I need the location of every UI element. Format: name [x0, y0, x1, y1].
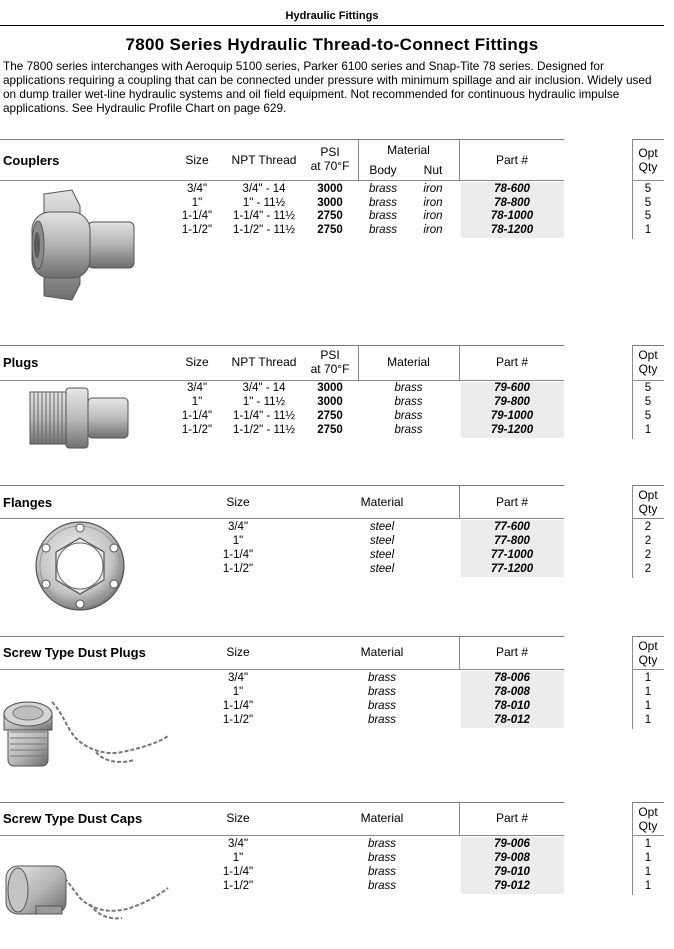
header-rule-qty [632, 835, 664, 836]
cell-part-number: 79-006 [494, 838, 530, 850]
cell-nut: iron [423, 210, 443, 222]
cell-material: brass [394, 424, 423, 436]
cell-nut: iron [423, 183, 443, 195]
cell-qty: 1 [644, 880, 652, 892]
cell-material: brass [367, 686, 397, 698]
cell-part-number: 78-600 [494, 183, 530, 195]
header-rule [0, 835, 564, 836]
header-rule [0, 180, 564, 181]
cell-part-number: 79-1000 [490, 410, 534, 422]
cell-material: steel [369, 521, 395, 533]
column-header-opt: Opt [638, 639, 658, 653]
cell-size: 3/4" [227, 838, 249, 850]
column-header-material: Material [360, 495, 404, 509]
header-rule [0, 669, 564, 670]
cell-material: brass [394, 382, 423, 394]
cell-nut: iron [423, 197, 443, 209]
cell-material: steel [369, 535, 395, 547]
intro-paragraph: The 7800 series interchanges with Aeroquip 5100 series, Parker 6100 series and Snap-Tite 78 series. Designed for applications requiring a coupling that can be connected under pressure with minimum spillage and air inclusion. Widely used on dump trailer wet-line hydraulic systems and oil field equipment. Not recommended for continuous hydraulic impulse applications. See Hydraulic Profile Chart on page 629. [3, 59, 652, 115]
cell-psi: 3000 [317, 183, 343, 195]
header-rule-qty [632, 180, 664, 181]
section-title: Flanges [3, 495, 53, 510]
cell-part-number: 78-006 [494, 672, 530, 684]
cell-qty: 5 [644, 197, 652, 209]
dust-plug-image [0, 682, 172, 778]
cell-psi: 3000 [317, 197, 343, 209]
section-title: Screw Type Dust Plugs [3, 645, 146, 660]
cell-size: 1-1/2" [181, 424, 213, 436]
cell-npt: 1-1/4" - 11½ [232, 210, 296, 222]
column-header-qty: Qty [638, 653, 658, 667]
cell-qty: 1 [644, 852, 652, 864]
page-category: Hydraulic Fittings [285, 10, 379, 22]
cell-material: brass [367, 838, 397, 850]
column-header-psi-temp: at 70°F [310, 362, 350, 376]
cell-material: brass [367, 880, 397, 892]
column-header-part: Part # [495, 645, 528, 659]
section-rule-qty [632, 139, 664, 140]
cell-body: brass [368, 197, 398, 209]
cell-size: 1" [191, 396, 203, 408]
cell-size: 1-1/2" [222, 714, 254, 726]
section-rule [0, 802, 564, 803]
cell-npt: 1-1/2" - 11½ [232, 424, 296, 436]
column-header-part: Part # [495, 495, 528, 509]
flange-image [32, 518, 128, 614]
cell-part-number: 79-010 [494, 866, 530, 878]
column-divider [459, 802, 460, 835]
cell-part-number: 79-800 [494, 396, 530, 408]
cell-qty: 1 [644, 866, 652, 878]
cell-size: 1-1/2" [222, 563, 254, 575]
column-header-opt: Opt [638, 146, 658, 160]
cell-npt: 1" - 11½ [242, 396, 286, 408]
cell-part-number: 78-010 [494, 700, 530, 712]
cell-part-number: 77-800 [494, 535, 530, 547]
column-header-material: Material [387, 143, 430, 157]
column-header-size: Size [185, 153, 209, 167]
column-header-size: Size [226, 495, 250, 509]
cell-size: 1" [232, 535, 244, 547]
column-header-material: Material [360, 811, 404, 825]
cell-size: 1-1/4" [222, 700, 254, 712]
section-rule [0, 139, 564, 140]
cell-part-number: 79-600 [494, 382, 530, 394]
cell-material: brass [394, 410, 423, 422]
cell-size: 3/4" [186, 382, 208, 394]
cell-psi: 3000 [317, 396, 343, 408]
cell-part-number: 78-1000 [490, 210, 534, 222]
header-divider [0, 25, 664, 26]
cell-qty: 1 [644, 686, 652, 698]
cell-size: 3/4" [227, 672, 249, 684]
plug-image [24, 386, 134, 450]
cell-body: brass [368, 224, 398, 236]
column-header-part: Part # [495, 811, 528, 825]
cell-npt: 1-1/2" - 11½ [232, 224, 296, 236]
column-header-qty: Qty [638, 362, 658, 376]
column-header-part: Part # [495, 153, 528, 167]
cell-qty: 5 [644, 210, 652, 222]
column-header-qty: Qty [638, 502, 658, 516]
dust-cap-image [0, 848, 172, 944]
column-header-npt: NPT Thread [231, 355, 297, 369]
cell-qty: 1 [644, 424, 652, 436]
cell-part-number: 77-1200 [490, 563, 534, 575]
cell-size: 1-1/4" [222, 866, 254, 878]
cell-size: 1-1/2" [181, 224, 213, 236]
column-header-qty: Qty [638, 819, 658, 833]
cell-qty: 5 [644, 396, 652, 408]
cell-qty: 5 [644, 183, 652, 195]
cell-material: brass [367, 700, 397, 712]
column-header-npt: NPT Thread [231, 153, 297, 167]
header-rule-qty [632, 669, 664, 670]
column-divider [459, 139, 460, 180]
column-divider [459, 345, 460, 380]
section-title: Plugs [3, 355, 39, 370]
cell-material: steel [369, 563, 395, 575]
cell-qty: 2 [644, 549, 652, 561]
cell-qty: 5 [644, 382, 652, 394]
cell-qty: 1 [644, 672, 652, 684]
cell-npt: 1" - 11½ [242, 197, 286, 209]
cell-qty: 2 [644, 521, 652, 533]
column-header-opt: Opt [638, 348, 658, 362]
header-rule-qty [632, 518, 664, 519]
cell-part-number: 78-008 [494, 686, 530, 698]
cell-material: brass [367, 852, 397, 864]
cell-part-number: 78-1200 [490, 224, 534, 236]
section-rule-qty [632, 485, 664, 486]
column-header-psi-temp: at 70°F [310, 159, 350, 173]
cell-part-number: 78-012 [494, 714, 530, 726]
cell-material: brass [367, 866, 397, 878]
cell-part-number: 77-600 [494, 521, 530, 533]
column-divider [459, 636, 460, 669]
column-header-nut: Nut [423, 163, 443, 177]
column-header-size: Size [185, 355, 209, 369]
cell-size: 1-1/4" [181, 210, 213, 222]
cell-material: brass [367, 672, 397, 684]
cell-size: 3/4" [227, 521, 249, 533]
cell-size: 1" [191, 197, 203, 209]
cell-size: 1" [232, 686, 244, 698]
cell-qty: 1 [644, 224, 652, 236]
cell-psi: 2750 [317, 424, 343, 436]
column-header-size: Size [226, 645, 250, 659]
cell-body: brass [368, 210, 398, 222]
cell-size: 1-1/4" [222, 549, 254, 561]
cell-npt: 3/4" - 14 [242, 382, 286, 394]
column-header-opt: Opt [638, 488, 658, 502]
cell-size: 3/4" [186, 183, 208, 195]
column-header-psi: PSI [320, 348, 340, 362]
cell-part-number: 79-1200 [490, 424, 534, 436]
cell-size: 1-1/4" [181, 410, 213, 422]
cell-nut: iron [423, 224, 443, 236]
cell-psi: 3000 [317, 382, 343, 394]
column-header-size: Size [226, 811, 250, 825]
section-title: Couplers [3, 153, 60, 168]
cell-qty: 5 [644, 410, 652, 422]
cell-size: 1-1/2" [222, 880, 254, 892]
cell-material: brass [394, 396, 423, 408]
cell-material: brass [367, 714, 397, 726]
column-divider [459, 485, 460, 518]
cell-psi: 2750 [317, 224, 343, 236]
column-header-opt: Opt [638, 805, 658, 819]
column-header-material: Material [387, 355, 430, 369]
cell-qty: 2 [644, 535, 652, 547]
cell-psi: 2750 [317, 410, 343, 422]
cell-body: brass [368, 183, 398, 195]
section-rule [0, 485, 564, 486]
page-title: 7800 Series Hydraulic Thread-to-Connect Fittings [125, 35, 539, 54]
column-header-body: Body [369, 163, 397, 177]
coupler-image [24, 186, 139, 304]
section-rule-qty [632, 802, 664, 803]
section-rule [0, 345, 564, 346]
cell-qty: 1 [644, 700, 652, 712]
column-header-psi: PSI [320, 145, 340, 159]
cell-material: steel [369, 549, 395, 561]
cell-part-number: 79-012 [494, 880, 530, 892]
cell-size: 1" [232, 852, 244, 864]
cell-part-number: 78-800 [494, 197, 530, 209]
cell-npt: 1-1/4" - 11½ [232, 410, 296, 422]
section-rule-qty [632, 345, 664, 346]
column-header-part: Part # [495, 355, 528, 369]
section-title: Screw Type Dust Caps [3, 811, 143, 826]
cell-qty: 1 [644, 838, 652, 850]
cell-qty: 2 [644, 563, 652, 575]
column-header-qty: Qty [638, 160, 658, 174]
cell-part-number: 79-008 [494, 852, 530, 864]
cell-npt: 3/4" - 14 [242, 183, 286, 195]
column-header-material: Material [360, 645, 404, 659]
cell-psi: 2750 [317, 210, 343, 222]
cell-qty: 1 [644, 714, 652, 726]
section-rule-qty [632, 636, 664, 637]
cell-part-number: 77-1000 [490, 549, 534, 561]
section-rule [0, 636, 564, 637]
